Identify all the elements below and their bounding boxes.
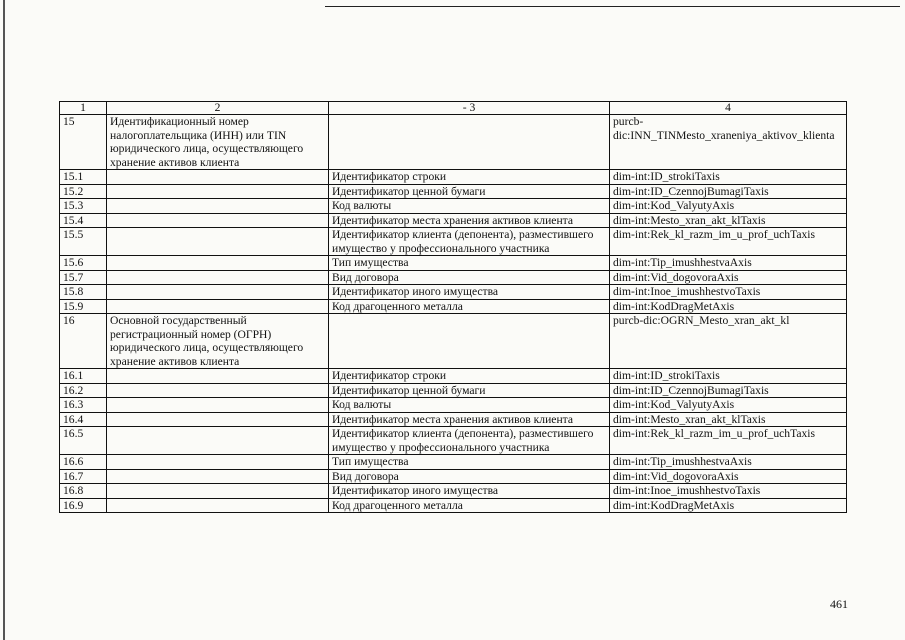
row-code-cell: dim-int:ID_strokiTaxis: [610, 369, 847, 384]
row-name-cell: [107, 228, 329, 256]
table-row: [60, 412, 847, 427]
row-name-cell: [107, 369, 329, 384]
row-code-cell: dim-int:ID_strokiTaxis: [610, 170, 847, 185]
column-header-4: 4: [610, 102, 847, 115]
table-row: [60, 484, 847, 499]
table-body: [60, 115, 847, 513]
row-axis-cell: Код драгоценного металла: [329, 498, 610, 513]
row-number-cell: 15.6: [60, 256, 107, 271]
table-row: [60, 115, 847, 170]
table-row: [60, 369, 847, 384]
row-name-cell: [107, 383, 329, 398]
row-axis-cell: Идентификатор места хранения активов клиента: [329, 412, 610, 427]
row-axis-cell: Код драгоценного металла: [329, 299, 610, 314]
row-code-cell: dim-int:Mesto_xran_akt_klTaxis: [610, 412, 847, 427]
row-name-cell: Основной государственный регистрационный номер (ОГРН) юридического лица, осуществляющего хранение активов клиента: [107, 314, 329, 369]
row-code-cell: purcb-dic:INN_TINMesto_xraneniya_aktivov_klienta: [610, 115, 847, 170]
row-name-cell: Идентификационный номер налогоплательщика (ИНН) или TIN юридического лица, осуществляющего хранение активов клиента: [107, 115, 329, 170]
row-name-cell: [107, 170, 329, 185]
table-row: [60, 469, 847, 484]
row-number-cell: 16.3: [60, 398, 107, 413]
row-code-cell: dim-int:Inoe_imushhestvoTaxis: [610, 285, 847, 300]
top-rule: [325, 6, 900, 7]
column-header-1: 1: [60, 102, 107, 115]
row-number-cell: 15.8: [60, 285, 107, 300]
row-axis-cell: [329, 314, 610, 369]
row-code-cell: purcb-dic:OGRN_Mesto_xran_akt_kl: [610, 314, 847, 369]
row-code-cell: dim-int:ID_CzennojBumagiTaxis: [610, 383, 847, 398]
row-code-cell: dim-int:Rek_kl_razm_im_u_prof_uchTaxis: [610, 427, 847, 455]
table-row: [60, 299, 847, 314]
row-axis-cell: Идентификатор ценной бумаги: [329, 383, 610, 398]
row-number-cell: 16.4: [60, 412, 107, 427]
row-code-cell: dim-int:Tip_imushhestvaAxis: [610, 455, 847, 470]
row-name-cell: [107, 184, 329, 199]
row-code-cell: dim-int:Rek_kl_razm_im_u_prof_uchTaxis: [610, 228, 847, 256]
row-code-cell: dim-int:Inoe_imushhestvoTaxis: [610, 484, 847, 499]
row-number-cell: 15: [60, 115, 107, 170]
row-axis-cell: Вид договора: [329, 469, 610, 484]
table-row: [60, 383, 847, 398]
row-axis-cell: Идентификатор клиента (депонента), разместившего имущество у профессионального участника: [329, 427, 610, 455]
row-number-cell: 15.7: [60, 270, 107, 285]
table-row: [60, 170, 847, 185]
page-number: 461: [830, 597, 848, 611]
row-number-cell: 15.1: [60, 170, 107, 185]
table-row: [60, 184, 847, 199]
row-axis-cell: Вид договора: [329, 270, 610, 285]
table-row: [60, 314, 847, 369]
table-row: [60, 427, 847, 455]
row-number-cell: 15.5: [60, 228, 107, 256]
row-name-cell: [107, 285, 329, 300]
row-number-cell: 15.2: [60, 184, 107, 199]
row-code-cell: dim-int:Tip_imushhestvaAxis: [610, 256, 847, 271]
row-axis-cell: [329, 115, 610, 170]
row-number-cell: 16: [60, 314, 107, 369]
table-row: [60, 213, 847, 228]
column-header-3: - 3: [329, 102, 610, 115]
table-row: [60, 398, 847, 413]
row-number-cell: 15.9: [60, 299, 107, 314]
table-row: [60, 228, 847, 256]
table-row: [60, 498, 847, 513]
row-code-cell: dim-int:ID_CzennojBumagiTaxis: [610, 184, 847, 199]
row-axis-cell: Идентификатор ценной бумаги: [329, 184, 610, 199]
row-name-cell: [107, 270, 329, 285]
row-number-cell: 16.5: [60, 427, 107, 455]
row-axis-cell: Тип имущества: [329, 256, 610, 271]
row-name-cell: [107, 469, 329, 484]
table-row: [60, 256, 847, 271]
row-name-cell: [107, 455, 329, 470]
row-axis-cell: Идентификатор иного имущества: [329, 285, 610, 300]
table-row: [60, 199, 847, 214]
table-header: [60, 102, 847, 115]
table-row: [60, 270, 847, 285]
row-number-cell: 16.1: [60, 369, 107, 384]
row-number-cell: 16.7: [60, 469, 107, 484]
scan-left-edge: [3, 0, 5, 640]
row-number-cell: 16.9: [60, 498, 107, 513]
row-number-cell: 16.2: [60, 383, 107, 398]
row-code-cell: dim-int:Kod_ValyutyAxis: [610, 398, 847, 413]
row-name-cell: [107, 199, 329, 214]
row-code-cell: dim-int:Vid_dogovoraAxis: [610, 270, 847, 285]
table-row: [60, 455, 847, 470]
row-code-cell: dim-int:KodDragMetAxis: [610, 299, 847, 314]
taxonomy-table: [59, 101, 847, 513]
row-number-cell: 16.8: [60, 484, 107, 499]
row-name-cell: [107, 398, 329, 413]
header-row: [60, 102, 847, 115]
row-name-cell: [107, 213, 329, 228]
row-name-cell: [107, 484, 329, 499]
row-axis-cell: Идентификатор иного имущества: [329, 484, 610, 499]
row-axis-cell: Код валюты: [329, 398, 610, 413]
table-row: [60, 285, 847, 300]
row-code-cell: dim-int:Mesto_xran_akt_klTaxis: [610, 213, 847, 228]
row-axis-cell: Идентификатор строки: [329, 170, 610, 185]
row-number-cell: 16.6: [60, 455, 107, 470]
row-axis-cell: Идентификатор строки: [329, 369, 610, 384]
row-code-cell: dim-int:Kod_ValyutyAxis: [610, 199, 847, 214]
row-axis-cell: Тип имущества: [329, 455, 610, 470]
row-axis-cell: Идентификатор клиента (депонента), разместившего имущество у профессионального участника: [329, 228, 610, 256]
row-code-cell: dim-int:KodDragMetAxis: [610, 498, 847, 513]
row-code-cell: dim-int:Vid_dogovoraAxis: [610, 469, 847, 484]
row-name-cell: [107, 299, 329, 314]
row-axis-cell: Идентификатор места хранения активов клиента: [329, 213, 610, 228]
row-name-cell: [107, 412, 329, 427]
row-number-cell: 15.4: [60, 213, 107, 228]
column-header-2: 2: [107, 102, 329, 115]
row-name-cell: [107, 427, 329, 455]
row-axis-cell: Код валюты: [329, 199, 610, 214]
row-name-cell: [107, 256, 329, 271]
row-name-cell: [107, 498, 329, 513]
row-number-cell: 15.3: [60, 199, 107, 214]
